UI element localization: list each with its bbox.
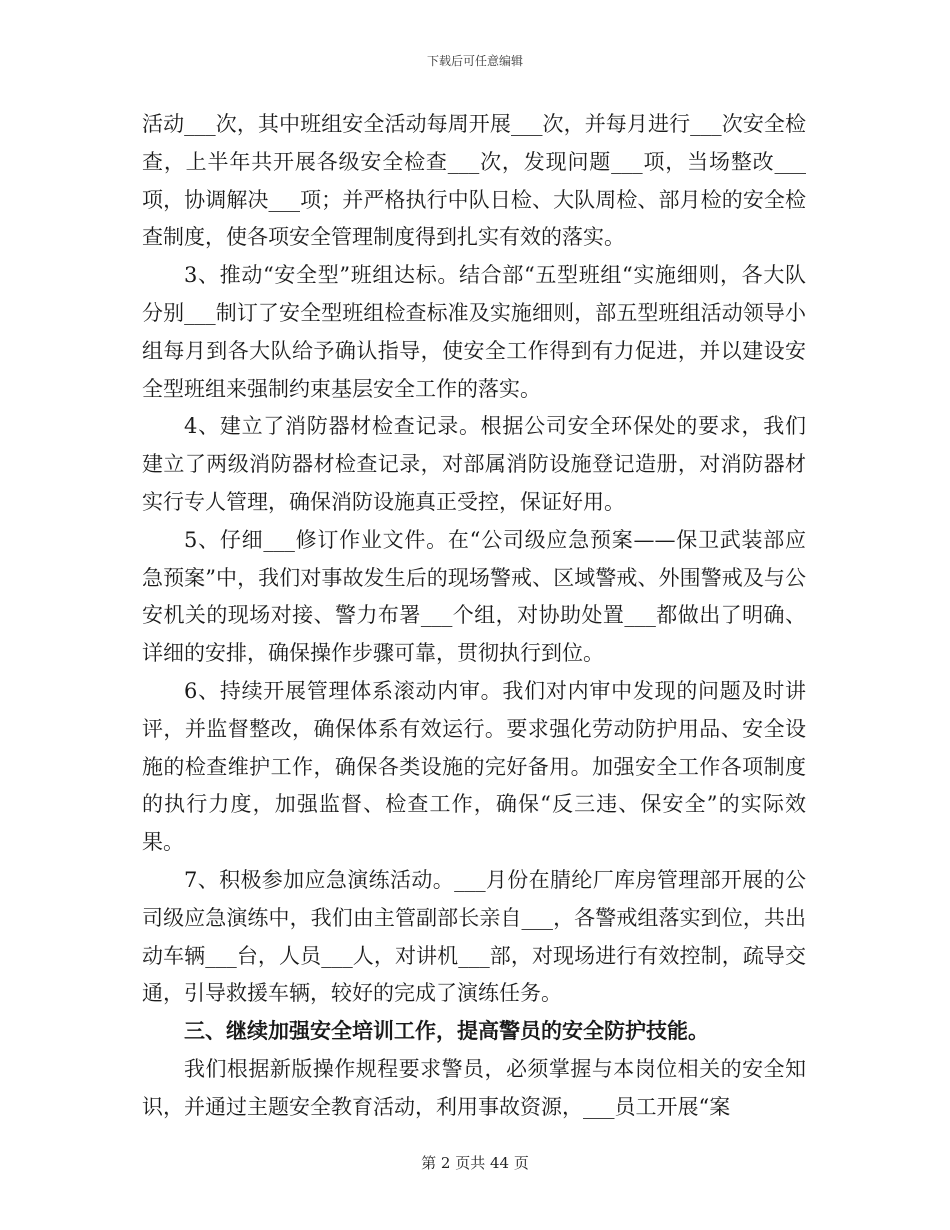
paragraph-item-3: 3、推动“安全型”班组达标。结合部“五型班组“实施细则，各大队分别___制订了安全型班组检查标准及实施细则，部五型班组活动领导小组每月到各大队给予确认指导，使安全工作得到有力促进，并以建设安全型班组来强制约束基层安全工作的落实。 — [142, 263, 806, 401]
paragraph-item-4: 4、建立了消防器材检查记录。根据公司安全环保处的要求，我们建立了两级消防器材检查记录，对部属消防设施登记造册，对消防器材实行专人管理，确保消防设施真正受控，保证好用。 — [142, 414, 806, 514]
paragraph-item-6: 6、持续开展管理体系滚动内审。我们对内审中发现的问题及时讲评，并监督整改，确保体系有效运行。要求强化劳动防护用品、安全设施的检查维护工作，确保各类设施的完好备用。加强安全工作各项制度的执行力度，加强监督、检查工作，确保“反三违、保安全”的实际效果。 — [142, 678, 806, 855]
page-header: 下载后可任意编辑 — [426, 54, 523, 68]
document-body — [142, 106, 806, 1127]
paragraph-item-7: 7、积极参加应急演练活动。___月份在腈纶厂库房管理部开展的公司级应急演练中，我们由主管副部长亲自___，各警戒组落实到位，共出动车辆___台，人员___人，对讲机___部，对现场进行有效控制，疏导交通，引导救援车辆，较好的完成了演练任务。 — [142, 867, 806, 1006]
section-heading: 三、继续加强安全培训工作，提高警员的安全防护技能。 — [184, 1019, 709, 1044]
page-number-footer: 第 2 页共 44 页 — [421, 1154, 529, 1172]
paragraph-closing: 我们根据新版操作规程要求警员，必须掌握与本岗位相关的安全知识，并通过主题安全教育活动，利用事故资源，___员工开展“案 — [142, 1056, 806, 1119]
paragraph-item-5: 5、仔细___修订作业文件。在“公司级应急预案——保卫武装部应急预案”中，我们对事故发生后的现场警戒、区域警戒、外围警戒及与公安机关的现场对接、警力布署___个组，对协助处置___都做出了明确、详细的安排，确保操作步骤可靠，贯彻执行到位。 — [142, 527, 806, 666]
paragraph-continuation: 活动___次，其中班组安全活动每周开展___次，并每月进行___次安全检查，上半年共开展各级安全检查___次，发现问题___项，当场整改___项，协调解决___项；并严格执行中队日检、大队周检、部月检的安全检查制度，使各项安全管理制度得到扎实有效的落实。 — [142, 112, 806, 250]
